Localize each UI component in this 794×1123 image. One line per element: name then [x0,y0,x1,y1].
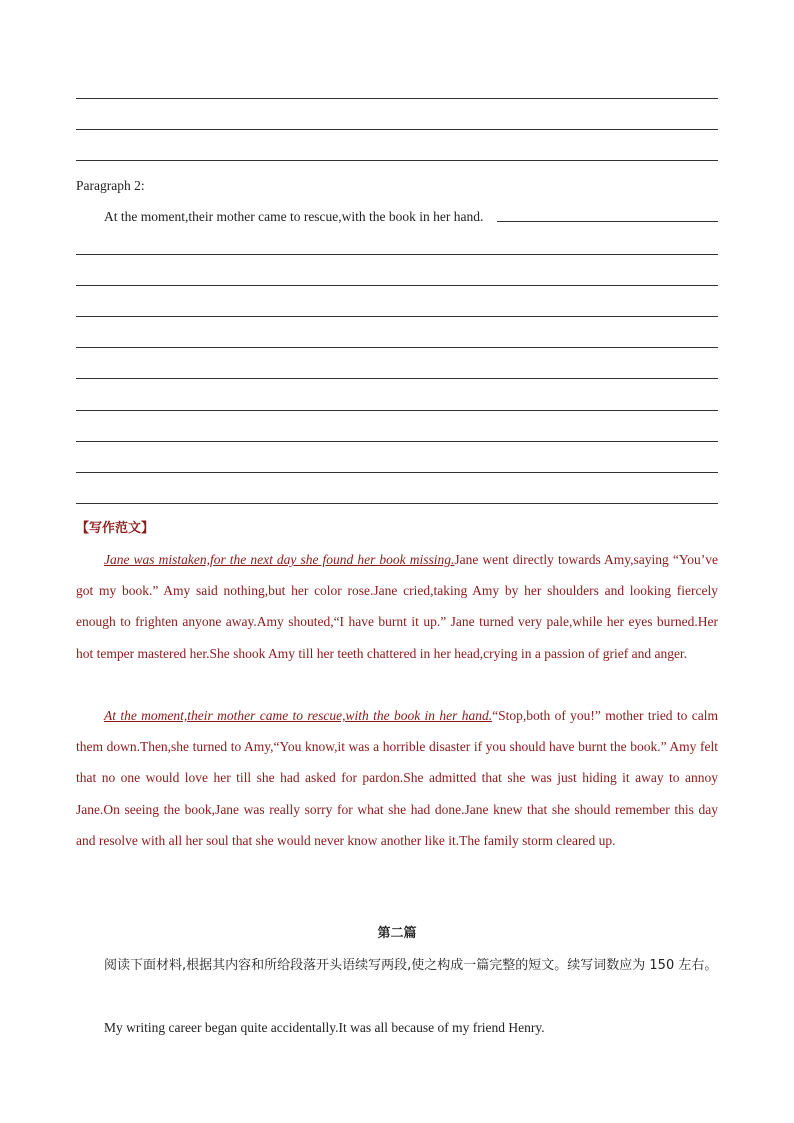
answer-line [76,254,718,255]
answer-line [76,98,718,99]
model-essay-heading: 【写作范文】 [76,521,155,536]
answer-line [76,503,718,504]
answer-line [497,221,718,222]
model-essay-paragraph-1 [76,544,718,669]
paragraph-2-lead: At the moment,their mother came to rescue,with the book in her hand. [104,708,493,723]
answer-line [76,347,718,348]
answer-line [76,410,718,411]
paragraph-2-body: “Stop,both of you!” mother tried to calm them down.Then,she turned to Amy,“You know,it was a horrible disaster if you should have burnt the book.” Amy felt that no one would love her till she had asked for pardon.She admitted that she was just hiding it away to annoy Jane.On seeing the book,Jane was really sorry for what she had done.Jane knew that she should remember this day and resolve with all her soul that she would never know another like it.The family storm cleared up. [76,708,718,848]
paragraph-1-lead: Jane was mistaken,for the next day she found her book missing. [104,552,455,567]
answer-line [76,285,718,286]
answer-line [76,378,718,379]
paragraph-1-body: Jane went directly towards Amy,saying “You’ve got my book.” Amy said nothing,but her color rose.Jane cried,taking Amy by her shoulders and looking fiercely enough to frighten anyone away.Amy shouted,“I have burnt it up.” Jane turned very pale,while her eyes burned.Her hot temper mastered her.She shook Amy till her teeth chattered in her head,crying in a passion of grief and anger. [76,552,718,661]
model-essay-paragraph-2 [76,700,718,856]
story-opening: My writing career began quite accidentally.It was all because of my friend Henry. [104,1020,545,1035]
paragraph-2-opening: At the moment,their mother came to rescue,with the book in her hand. [104,209,484,224]
answer-line [76,316,718,317]
answer-line [76,129,718,130]
answer-line [76,160,718,161]
paragraph-2-label: Paragraph 2: [76,178,145,193]
answer-line [76,472,718,473]
answer-line [76,441,718,442]
section-title: 第二篇 [377,926,417,941]
task-instruction: 阅读下面材料,根据其内容和所给段落开头语续写两段,使之构成一篇完整的短文。续写词数应为 150 左右。 [104,958,718,973]
